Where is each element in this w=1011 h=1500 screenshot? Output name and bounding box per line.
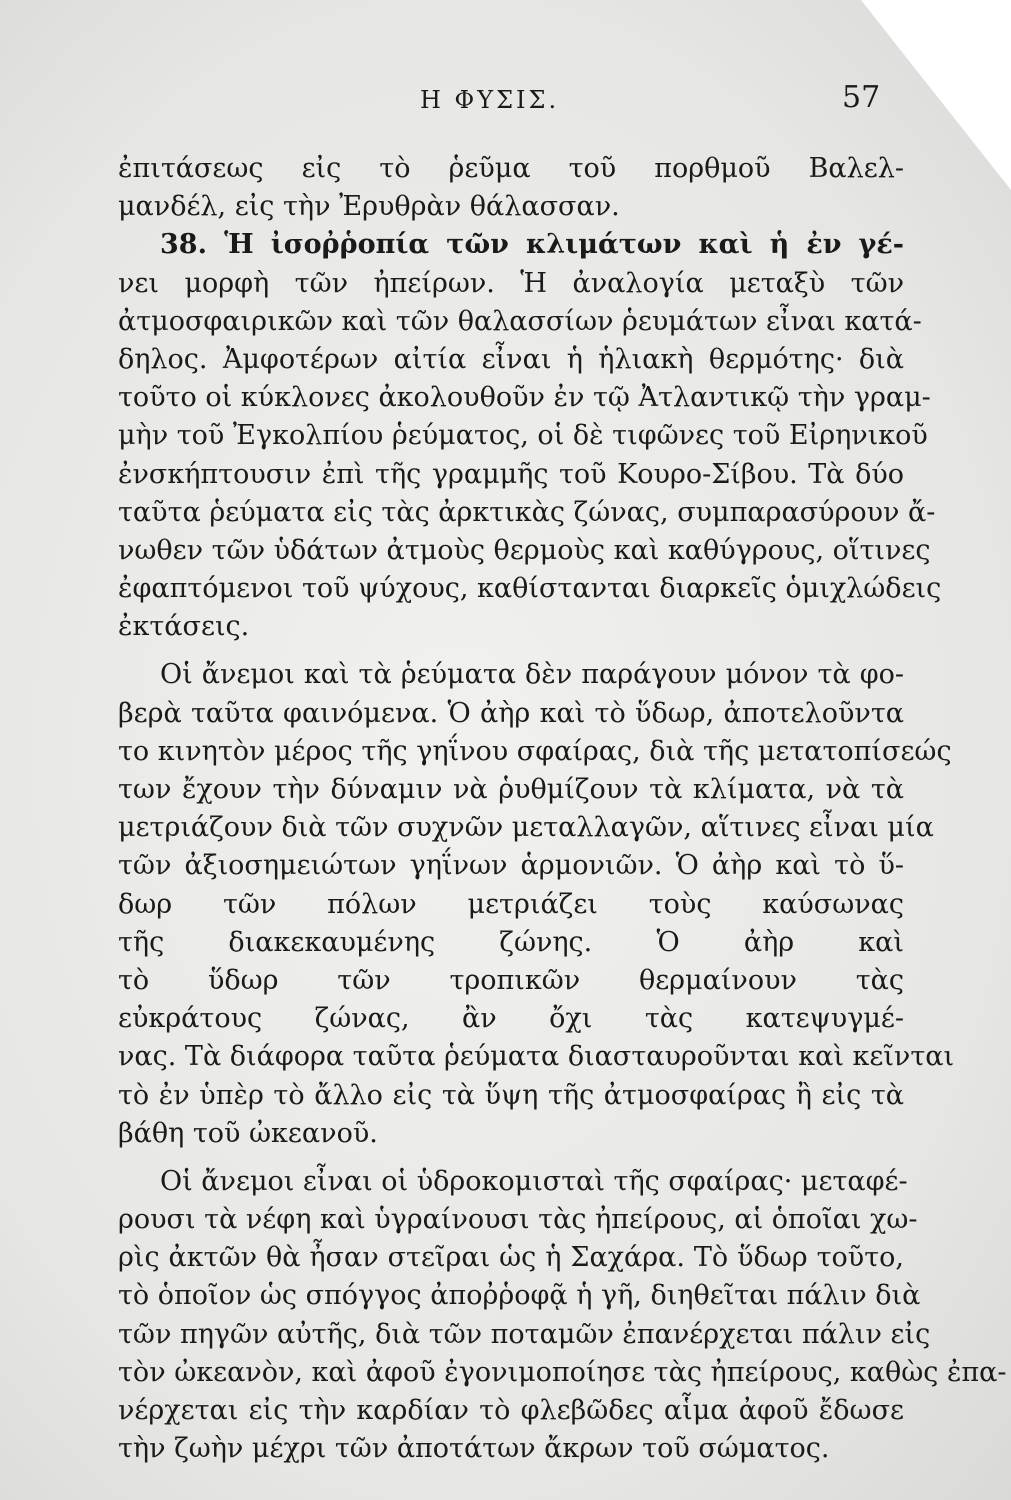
body-text: [118, 150, 1007, 1468]
page-number: 57: [842, 80, 881, 115]
text-line: ταῦτα ῥεύματα εἰς τὰς ἀρκτικὰς ζώνας, συμπαρασύρουν ἄ-: [118, 496, 936, 528]
text-line: των ἔχουν τὴν δύναμιν νὰ ῥυθμίζουν τὰ κλίματα, νὰ τὰ: [118, 774, 904, 805]
text-line: ἐπιτάσεως εἰς τὸ ῥεῦμα τοῦ πορθμοῦ Βαλελ-: [118, 153, 904, 184]
text-line: τῶν ἀξιοσημειώτων γηΐνων ἁρμονιῶν. Ὁ ἀὴρ καὶ τὸ ὕ-: [118, 850, 904, 882]
text-line: ἀτμοσφαιρικῶν καὶ τῶν θαλασσίων ῥευμάτων εἶναι κατά-: [118, 305, 922, 337]
text-line: τῆς διακεκαυμένης ζώνης. Ὁ ἀὴρ καὶ: [118, 926, 904, 958]
section-heading-line: [118, 226, 904, 264]
text-line: τὸ ἐν ὑπὲρ τὸ ἄλλο εἰς τὰ ὕψη τῆς ἀτμοσφαίρας ἢ εἰς τὰ: [118, 1079, 904, 1111]
section-number: 38.: [160, 229, 207, 261]
text-line: τὸ ὕδωρ τῶν τροπικῶν θερμαίνουν τὰς: [118, 964, 904, 996]
text-line: ἐκτάσεις.: [118, 611, 250, 643]
section-heading: Ἡ ἰσοῤῥοπία τῶν κλιμάτων καὶ ἡ ἐν γέ-: [224, 229, 904, 261]
text-line: νας. Τὰ διάφορα ταῦτα ῥεύματα διασταυροῦνται καὶ κεῖνται: [118, 1041, 955, 1073]
text-line: τῶν πηγῶν αὐτῆς, διὰ τῶν ποταμῶν ἐπανέρχεται πάλιν εἰς: [118, 1318, 931, 1350]
text-line: μανδέλ, εἰς τὴν Ἐρυθρὰν θάλασσαν.: [118, 191, 620, 223]
text-line: ἐνσκήπτουσιν ἐπὶ τῆς γραμμῆς τοῦ Κουρο-Σίβου. Τὰ δύο: [118, 458, 904, 490]
text-line: ρὶς ἀκτῶν θὰ ἦσαν στεῖραι ὡς ἡ Σαχάρα. Τὸ ὕδωρ τοῦτο,: [118, 1242, 904, 1274]
text-line: δηλος. Ἀμφοτέρων αἰτία εἶναι ἡ ἡλιακὴ θερμότης· διὰ: [118, 343, 904, 375]
text-line: Οἱ ἄνεμοι καὶ τὰ ῥεύματα δὲν παράγουν μόνον τὰ φο-: [160, 659, 904, 691]
text-line: νωθεν τῶν ὑδάτων ἀτμοὺς θερμοὺς καὶ καθύγρους, οἵτινες: [118, 534, 931, 566]
text-line: νέρχεται εἰς τὴν καρδίαν τὸ φλεβῶδες αἷμα ἀφοῦ ἔδωσε: [118, 1395, 904, 1426]
text-line: εὐκράτους ζώνας, ἂν ὄχι τὰς κατεψυγμέ-: [118, 1003, 904, 1035]
text-line: τοῦτο οἱ κύκλονες ἀκολουθοῦν ἐν τῷ Ἀτλαντικῷ τὴν γραμ-: [118, 382, 931, 414]
text-line: νει μορφὴ τῶν ἠπείρων. Ἡ ἀναλογία μεταξὺ τῶν: [118, 267, 904, 299]
section-38: [118, 226, 942, 646]
page-header: [0, 80, 1011, 126]
text-line: το κινητὸν μέρος τῆς γηΐνου σφαίρας, διὰ τῆς μετατοπίσεώς: [118, 735, 952, 767]
text-line: ἐφαπτόμενοι τοῦ ψύχους, καθίστανται διαρκεῖς ὁμιχλώδεις: [118, 573, 942, 605]
paragraph: [118, 656, 955, 1152]
text-line: βάθη τοῦ ὠκεανοῦ.: [118, 1117, 378, 1149]
text-line: τὸν ὠκεανὸν, καὶ ἀφοῦ ἐγονιμοποίησε τὰς ἠπείρους, καθὼς ἐπα-: [118, 1356, 1007, 1388]
paragraph-continuation: [118, 150, 904, 226]
text-line: μὴν τοῦ Ἐγκολπίου ῥεύματος, οἱ δὲ τιφῶνες τοῦ Εἰρηνικοῦ: [118, 420, 928, 452]
text-line: τὸ ὁποῖον ὡς σπόγγος ἀποῤῥοφᾷ ἡ γῆ, διηθεῖται πάλιν διὰ: [118, 1280, 921, 1312]
paragraph: [118, 1163, 1007, 1469]
text-line: τὴν ζωὴν μέχρι τῶν ἀποτάτων ἄκρων τοῦ σώματος.: [118, 1433, 830, 1465]
text-line: μετριάζουν διὰ τῶν συχνῶν μεταλλαγῶν, αἵτινες εἶναι μία: [118, 812, 934, 844]
text-line: Οἱ ἄνεμοι εἶναι οἱ ὑδροκομισταὶ τῆς σφαίρας· μεταφέ-: [160, 1165, 908, 1197]
text-line: δωρ τῶν πόλων μετριάζει τοὺς καύσωνας: [118, 888, 904, 920]
running-title: Η ΦΥΣΙΣ.: [420, 86, 560, 114]
text-line: βερὰ ταῦτα φαινόμενα. Ὁ ἀὴρ καὶ τὸ ὕδωρ, ἀποτελοῦντα: [118, 697, 904, 729]
text-line: ρουσι τὰ νέφη καὶ ὑγραίνουσι τὰς ἠπείρους, αἱ ὁποῖαι χω-: [118, 1204, 918, 1236]
